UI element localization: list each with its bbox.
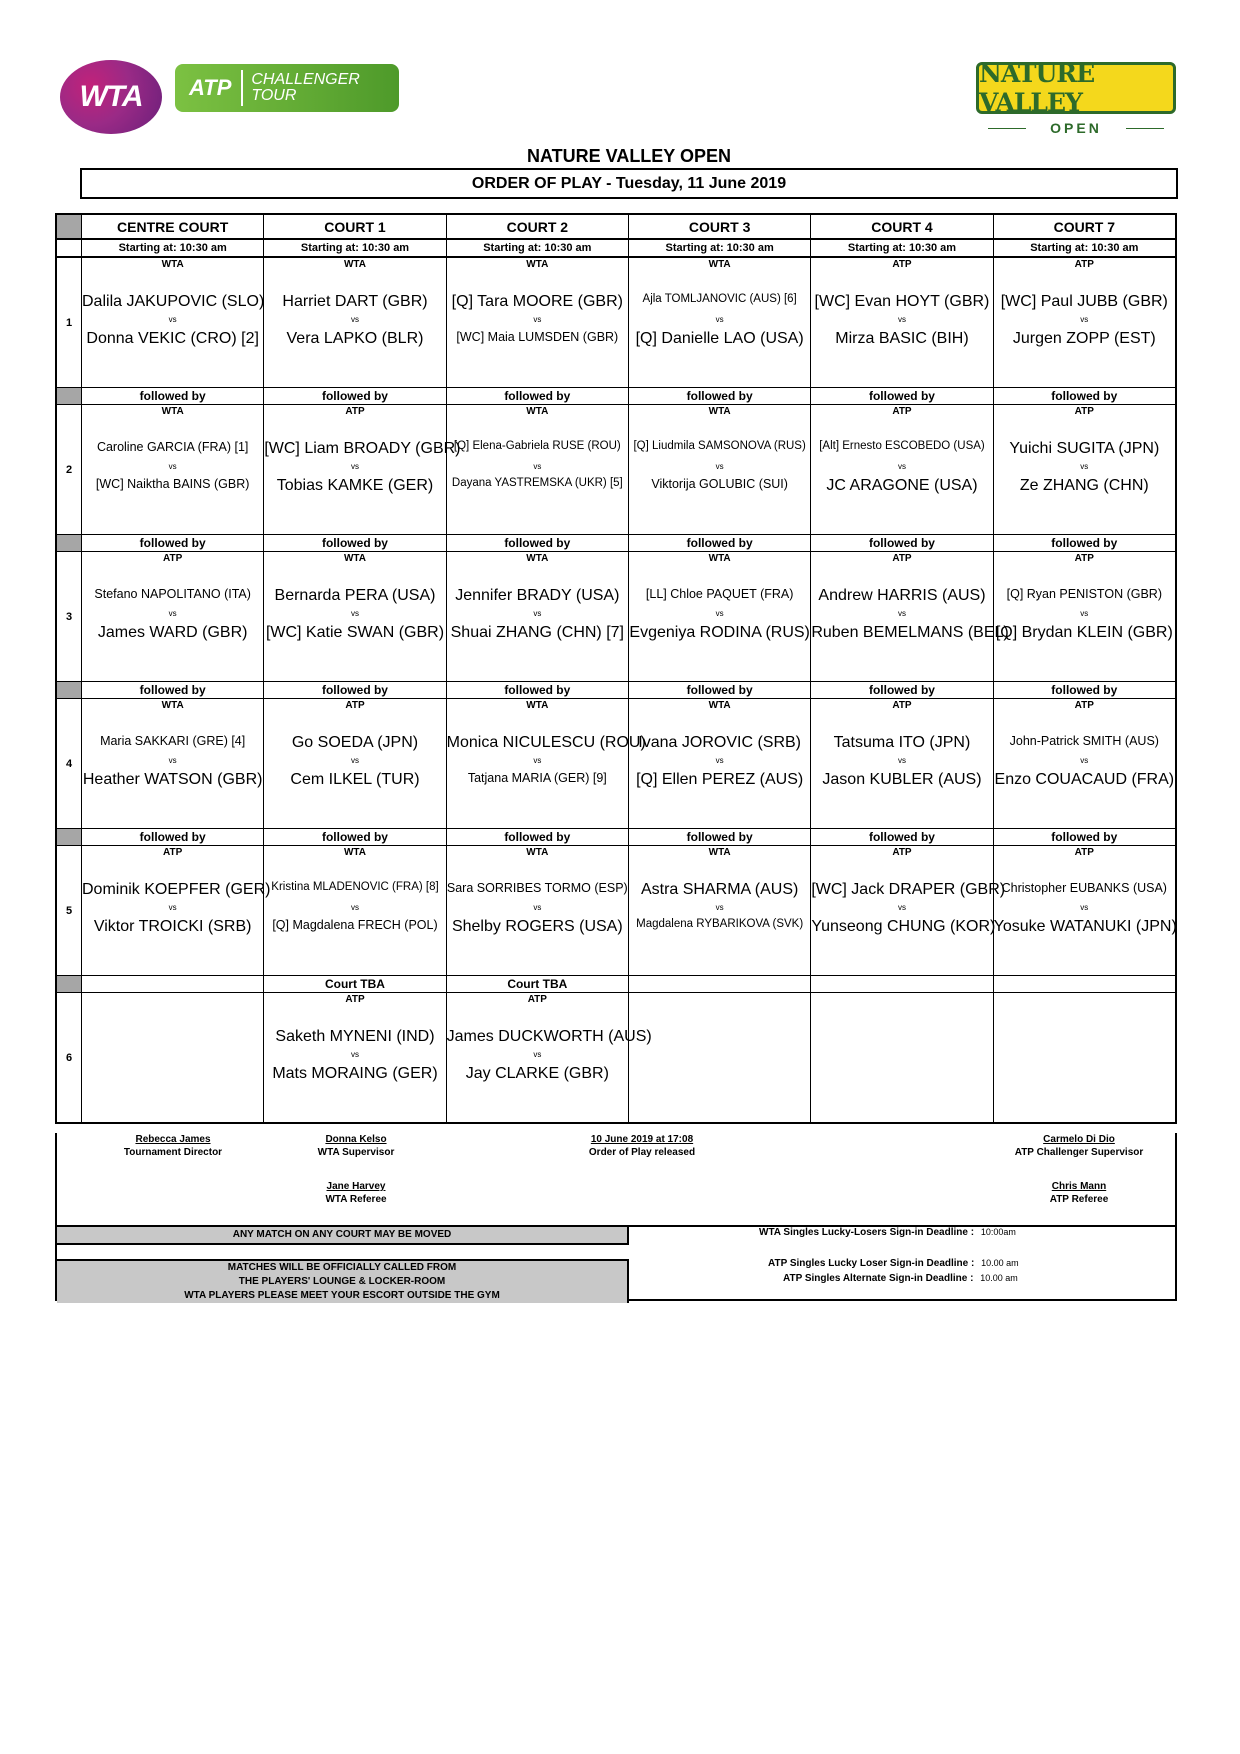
followed-by-cell: followed by <box>1051 683 1118 697</box>
vs-label: vs <box>350 903 359 912</box>
release-date: 10 June 2019 at 17:08 <box>590 1134 694 1145</box>
player-2: Ruben BEMELMANS (BEL) <box>811 624 1009 641</box>
match-row <box>57 846 1175 976</box>
player-2: [Q] Magdalena FRECH (POL) <box>272 918 438 932</box>
deadline-label: ATP Singles Alternate Sign-in Deadline : <box>783 1273 974 1284</box>
wta-supervisor <box>276 1133 436 1159</box>
player-1: Christopher EUBANKS (USA) <box>1001 881 1167 895</box>
followed-by-cell: followed by <box>811 829 993 845</box>
match-cell <box>264 552 446 681</box>
tour-label: WTA <box>161 259 184 270</box>
tour-label: WTA <box>161 406 184 417</box>
player-1: [Q] Ryan PENISTON (GBR) <box>1006 587 1162 601</box>
followed-by-cell <box>811 976 993 992</box>
tour-label: ATP <box>345 994 365 1005</box>
wta-logo <box>60 60 162 134</box>
player-1: Harriet DART (GBR) <box>282 293 428 310</box>
tour-label: WTA <box>526 406 549 417</box>
called-notice <box>57 1259 629 1303</box>
tour-label: WTA <box>526 553 549 564</box>
followed-by-marker <box>57 388 82 404</box>
divider <box>1126 128 1164 129</box>
player-1: [Q] Elena-Gabriela RUSE (ROU) <box>453 440 621 452</box>
player-1: [Alt] Ernesto ESCOBEDO (USA) <box>819 440 985 452</box>
player-2: Heather WATSON (GBR) <box>82 771 263 788</box>
player-2: [Q] Danielle LAO (USA) <box>635 330 804 347</box>
tour-text: TOUR <box>251 87 297 104</box>
followed-by-cell: followed by <box>447 388 629 404</box>
player-2: [WC] Naiktha BAINS (GBR) <box>95 477 250 491</box>
player-1: Astra SHARMA (AUS) <box>640 881 799 898</box>
followed-by-cell: followed by <box>629 829 811 845</box>
player-2: Viktor TROICKI (SRB) <box>93 918 252 935</box>
followed-by-cell <box>82 976 264 992</box>
match-cell <box>82 846 271 975</box>
match-row <box>57 552 1175 682</box>
vs-label: vs <box>533 1050 542 1059</box>
tour-label: WTA <box>526 700 549 711</box>
tour-label: WTA <box>161 700 184 711</box>
followed-by-cell: followed by <box>1051 830 1118 844</box>
court-header: COURT 2 <box>447 215 629 238</box>
tour-label: WTA <box>526 847 549 858</box>
player-2: Ze ZHANG (CHN) <box>1019 477 1149 494</box>
tour-label: ATP <box>1074 553 1094 564</box>
atp-supervisor <box>999 1133 1159 1159</box>
tour-label: WTA <box>708 700 731 711</box>
officials-section <box>55 1133 1177 1226</box>
tour-label: ATP <box>163 553 183 564</box>
followed-by-cell: followed by <box>82 535 264 551</box>
tour-label: WTA <box>708 847 731 858</box>
match-cell <box>811 846 1006 975</box>
atp-referee <box>999 1180 1159 1206</box>
atp-referee-name: Chris Mann <box>1051 1181 1107 1192</box>
start-blank-cell <box>57 240 82 256</box>
player-2: Dayana YASTREMSKA (UKR) [5] <box>451 477 623 489</box>
match-row <box>57 993 1175 1122</box>
player-1: Bernarda PERA (USA) <box>274 587 436 604</box>
match-cell <box>82 258 264 387</box>
vs-label: vs <box>168 315 177 324</box>
atp-logo-text: ATP <box>189 75 232 100</box>
tour-label: ATP <box>1074 700 1094 711</box>
followed-by-marker <box>57 829 82 845</box>
followed-by-marker <box>57 682 82 698</box>
player-2: Evgeniya RODINA (RUS) <box>629 624 810 641</box>
vs-label: vs <box>715 462 724 471</box>
followed-by-cell: followed by <box>264 682 446 698</box>
vs-label: vs <box>350 609 359 618</box>
tour-label: ATP <box>1074 847 1094 858</box>
vs-label: vs <box>168 462 177 471</box>
deadline-time: 10.00 am <box>981 1258 1019 1268</box>
match-cell <box>446 993 652 1122</box>
atp-ll-deadline <box>768 1258 1019 1269</box>
atp-referee-role: ATP Referee <box>1049 1194 1109 1205</box>
player-2: JC ARAGONE (USA) <box>826 477 978 494</box>
wta-logo-text: WTA <box>79 80 143 113</box>
player-2: [Q] Brydan KLEIN (GBR) <box>995 624 1173 641</box>
tour-label: ATP <box>1074 406 1094 417</box>
followed-by-row <box>57 976 1175 993</box>
followed-by-cell: followed by <box>264 388 446 404</box>
match-cell <box>82 552 264 681</box>
match-cell <box>629 846 811 975</box>
player-1: Yuichi SUGITA (JPN) <box>1009 440 1160 457</box>
followed-by-cell: followed by <box>1051 389 1118 403</box>
player-1: Maria SAKKARI (GRE) [4] <box>100 734 246 748</box>
followed-by-cell: followed by <box>1051 536 1118 550</box>
notes-section <box>55 1225 1177 1301</box>
vs-label: vs <box>533 903 542 912</box>
tour-label: ATP <box>892 553 912 564</box>
vs-label: vs <box>1080 462 1089 471</box>
start-time: Starting at: 10:30 am <box>1030 242 1139 254</box>
court-header: COURT 7 <box>1053 219 1116 235</box>
tour-label: WTA <box>526 259 549 270</box>
player-2: [Q] Ellen PEREZ (AUS) <box>636 771 804 788</box>
tour-label: WTA <box>708 406 731 417</box>
vs-label: vs <box>897 462 906 471</box>
match-number: 2 <box>57 405 82 534</box>
vs-label: vs <box>350 315 359 324</box>
court-header: COURT 4 <box>811 215 993 238</box>
match-cell <box>447 552 629 681</box>
followed-by-cell: followed by <box>447 682 629 698</box>
vs-label: vs <box>533 462 542 471</box>
vs-label: vs <box>350 1050 359 1059</box>
challenger-text: CHALLENGER <box>251 71 360 88</box>
nature-valley-logo <box>976 59 1176 142</box>
nature-valley-badge <box>976 59 1176 117</box>
corner-cell <box>57 215 82 238</box>
match-cell <box>629 405 811 534</box>
vs-label: vs <box>1080 903 1089 912</box>
player-1: Sara SORRIBES TORMO (ESP) <box>446 881 628 895</box>
player-1: [WC] Evan HOYT (GBR) <box>814 293 990 310</box>
player-1: Kristina MLADENOVIC (FRA) [8] <box>271 881 439 893</box>
followed-by-cell: Court TBA <box>264 976 446 992</box>
player-2: Shelby ROGERS (USA) <box>451 918 623 935</box>
court-header-row <box>57 215 1175 240</box>
player-1: Ivana JOROVIC (SRB) <box>638 734 801 751</box>
wta-supervisor-role: WTA Supervisor <box>317 1147 395 1158</box>
wta-referee-name: Jane Harvey <box>326 1181 386 1192</box>
followed-by-marker <box>57 535 82 551</box>
player-1: [WC] Paul JUBB (GBR) <box>1000 293 1168 310</box>
match-cell <box>994 405 1175 534</box>
vs-label: vs <box>1080 315 1089 324</box>
player-2: Mats MORAING (GER) <box>272 1065 438 1082</box>
match-cell <box>994 846 1175 975</box>
order-of-play-grid <box>55 213 1177 1124</box>
vs-label: vs <box>350 462 359 471</box>
vs-label: vs <box>897 756 906 765</box>
player-2: Viktorija GOLUBIC (SUI) <box>651 477 788 491</box>
followed-by-cell: followed by <box>629 388 811 404</box>
player-1: Ajla TOMLJANOVIC (AUS) [6] <box>642 293 797 305</box>
start-time: Starting at: 10:30 am <box>811 240 993 256</box>
player-1: Go SOEDA (JPN) <box>291 734 419 751</box>
followed-by-cell: followed by <box>264 829 446 845</box>
atp-challenger-logo <box>175 64 399 112</box>
match-number: 3 <box>57 552 82 681</box>
followed-by-cell: followed by <box>811 682 993 698</box>
director-name: Rebecca James <box>135 1134 211 1145</box>
tour-label: ATP <box>163 847 183 858</box>
atp-alt-deadline <box>783 1273 1018 1284</box>
match-cell <box>82 699 264 828</box>
player-2: Vera LAPKO (BLR) <box>286 330 424 347</box>
nature-valley-open <box>976 120 1176 136</box>
court-header: COURT 3 <box>629 215 811 238</box>
tour-label: WTA <box>708 553 731 564</box>
player-1: Tatsuma ITO (JPN) <box>833 734 971 751</box>
tour-label: ATP <box>892 406 912 417</box>
followed-by-cell: followed by <box>629 535 811 551</box>
atp-supervisor-name: Carmelo Di Dio <box>1043 1134 1115 1145</box>
player-1: [WC] Liam BROADY (GBR) <box>264 440 461 457</box>
release-label: Order of Play released <box>588 1147 696 1158</box>
match-cell <box>629 258 811 387</box>
tour-label: ATP <box>892 700 912 711</box>
vs-label: vs <box>897 315 906 324</box>
match-number: 5 <box>57 846 82 975</box>
match-cell <box>446 699 646 828</box>
match-cell <box>629 699 811 828</box>
player-2: Magdalena RYBARIKOVA (SVK) <box>636 918 804 930</box>
director-role: Tournament Director <box>123 1147 223 1158</box>
tour-label: WTA <box>708 259 731 270</box>
player-2: Jason KUBLER (AUS) <box>822 771 982 788</box>
atp-supervisor-role: ATP Challenger Supervisor <box>1014 1147 1144 1158</box>
match-cell <box>447 258 629 387</box>
vs-label: vs <box>897 903 906 912</box>
wta-ll-deadline <box>759 1227 1016 1238</box>
wta-referee <box>276 1180 436 1206</box>
match-cell <box>994 258 1175 387</box>
player-2: Donna VEKIC (CRO) [2] <box>86 330 259 347</box>
match-cell <box>629 993 811 1122</box>
player-2: Yunseong CHUNG (KOR) <box>811 918 996 935</box>
match-row <box>57 699 1175 829</box>
vs-label: vs <box>715 609 724 618</box>
deadline-label: WTA Singles Lucky-Losers Sign-in Deadline : <box>759 1227 975 1238</box>
match-cell <box>264 699 446 828</box>
called-line-3: WTA PLAYERS PLEASE MEET YOUR ESCORT OUTSIDE THE GYM <box>184 1290 500 1301</box>
followed-by-row <box>57 388 1175 405</box>
wta-supervisor-name: Donna Kelso <box>325 1134 387 1145</box>
followed-by-cell <box>629 976 811 992</box>
called-line-2: THE PLAYERS' LOUNGE & LOCKER-ROOM <box>238 1276 446 1287</box>
tour-label: ATP <box>892 259 912 270</box>
player-2: Jurgen ZOPP (EST) <box>1012 330 1156 347</box>
vs-label: vs <box>715 756 724 765</box>
wta-referee-role: WTA Referee <box>325 1194 387 1205</box>
vs-label: vs <box>168 609 177 618</box>
match-cell <box>264 993 446 1122</box>
followed-by-row <box>57 682 1175 699</box>
player-1: Saketh MYNENI (IND) <box>275 1028 435 1045</box>
match-cell <box>811 258 993 387</box>
court-header: CENTRE COURT <box>82 215 264 238</box>
player-2: Shuai ZHANG (CHN) [7] <box>450 624 624 641</box>
start-time: Starting at: 10:30 am <box>264 240 446 256</box>
court-header: COURT 1 <box>264 215 446 238</box>
followed-by-cell: Court TBA <box>447 976 629 992</box>
player-1: John-Patrick SMITH (AUS) <box>1009 734 1159 748</box>
tour-label: ATP <box>527 994 547 1005</box>
player-2: Enzo COUACAUD (FRA) <box>994 771 1175 788</box>
followed-by-marker <box>57 976 82 992</box>
match-cell <box>811 405 993 534</box>
match-row <box>57 405 1175 535</box>
open-text: OPEN <box>1050 120 1102 136</box>
divider <box>988 128 1026 129</box>
followed-by-cell: followed by <box>811 388 993 404</box>
player-1: James DUCKWORTH (AUS) <box>446 1028 652 1045</box>
player-2: James WARD (GBR) <box>97 624 248 641</box>
vs-label: vs <box>533 609 542 618</box>
deadline-time: 10.00 am <box>980 1273 1018 1283</box>
tour-label: ATP <box>345 406 365 417</box>
followed-by-cell: followed by <box>811 535 993 551</box>
followed-by-cell: followed by <box>82 388 264 404</box>
followed-by-cell: followed by <box>447 829 629 845</box>
player-1: Stefano NAPOLITANO (ITA) <box>94 587 251 601</box>
tournament-director <box>93 1133 253 1159</box>
vs-label: vs <box>533 756 542 765</box>
player-2: Tobias KAMKE (GER) <box>276 477 434 494</box>
player-1: Caroline GARCIA (FRA) [1] <box>96 440 249 454</box>
match-cell <box>447 405 629 534</box>
match-cell <box>811 552 1009 681</box>
followed-by-cell: followed by <box>82 682 264 698</box>
vs-label: vs <box>533 315 542 324</box>
tour-label: ATP <box>1074 259 1094 270</box>
player-2: Tatjana MARIA (GER) [9] <box>467 771 607 785</box>
player-2: Cem ILKEL (TUR) <box>290 771 420 788</box>
vs-label: vs <box>1080 756 1089 765</box>
match-cell <box>994 993 1175 1122</box>
match-cell <box>994 552 1175 681</box>
start-time: Starting at: 10:30 am <box>629 240 811 256</box>
player-1: [LL] Chloe PAQUET (FRA) <box>645 587 794 601</box>
match-cell <box>994 699 1175 828</box>
page-subtitle: ORDER OF PLAY - Tuesday, 11 June 2019 <box>80 168 1178 199</box>
match-number: 1 <box>57 258 82 387</box>
match-cell <box>629 552 811 681</box>
followed-by-row <box>57 829 1175 846</box>
start-time: Starting at: 10:30 am <box>447 240 629 256</box>
followed-by-cell: followed by <box>629 682 811 698</box>
match-row <box>57 258 1175 388</box>
match-cell <box>447 846 629 975</box>
followed-by-cell: followed by <box>264 535 446 551</box>
followed-by-cell: followed by <box>447 535 629 551</box>
match-number: 4 <box>57 699 82 828</box>
logo-divider <box>241 70 243 106</box>
player-1: [WC] Jack DRAPER (GBR) <box>811 881 1006 898</box>
tour-label: WTA <box>343 847 366 858</box>
release-info <box>547 1133 737 1159</box>
vs-label: vs <box>897 609 906 618</box>
player-1: Monica NICULESCU (ROU) <box>446 734 646 751</box>
tour-label: WTA <box>343 259 366 270</box>
tour-label: ATP <box>892 847 912 858</box>
called-line-1: MATCHES WILL BE OFFICIALLY CALLED FROM <box>227 1262 457 1273</box>
page-title: NATURE VALLEY OPEN <box>526 146 732 166</box>
player-2: [WC] Maia LUMSDEN (GBR) <box>456 330 619 344</box>
player-1: Dalila JAKUPOVIC (SLO) <box>82 293 265 310</box>
start-time: Starting at: 10:30 am <box>82 240 264 256</box>
vs-label: vs <box>715 315 724 324</box>
player-1: [Q] Tara MOORE (GBR) <box>451 293 623 310</box>
nature-valley-text: NATURE VALLEY <box>979 59 1095 117</box>
match-cell <box>811 699 993 828</box>
followed-by-cell <box>994 976 1175 992</box>
deadline-time: 10:00am <box>980 1227 1016 1237</box>
player-1: Andrew HARRIS (AUS) <box>818 587 986 604</box>
challenger-tour-text <box>251 72 359 104</box>
start-time-row <box>57 240 1175 258</box>
match-cell <box>264 258 446 387</box>
tour-label: WTA <box>343 553 366 564</box>
match-cell <box>82 405 264 534</box>
vs-label: vs <box>168 903 177 912</box>
vs-label: vs <box>1080 609 1089 618</box>
match-number: 6 <box>57 993 82 1122</box>
tour-label: ATP <box>345 700 365 711</box>
match-cell <box>82 993 264 1122</box>
player-1: Jennifer BRADY (USA) <box>455 587 620 604</box>
match-cell <box>264 405 461 534</box>
player-2: Yosuke WATANUKI (JPN) <box>993 918 1177 935</box>
player-2: Mirza BASIC (BIH) <box>835 330 969 347</box>
match-cell <box>264 846 446 975</box>
player-1: Dominik KOEPFER (GER) <box>82 881 271 898</box>
followed-by-cell: followed by <box>82 829 264 845</box>
player-1: [Q] Liudmila SAMSONOVA (RUS) <box>633 440 806 452</box>
vs-label: vs <box>715 903 724 912</box>
match-cell <box>811 993 993 1122</box>
vs-label: vs <box>168 756 177 765</box>
moved-notice: ANY MATCH ON ANY COURT MAY BE MOVED <box>57 1227 629 1245</box>
followed-by-row <box>57 535 1175 552</box>
player-2: [WC] Katie SWAN (GBR) <box>265 624 445 641</box>
player-2: Jay CLARKE (GBR) <box>465 1065 609 1082</box>
deadline-label: ATP Singles Lucky Loser Sign-in Deadline : <box>768 1258 975 1269</box>
vs-label: vs <box>350 756 359 765</box>
